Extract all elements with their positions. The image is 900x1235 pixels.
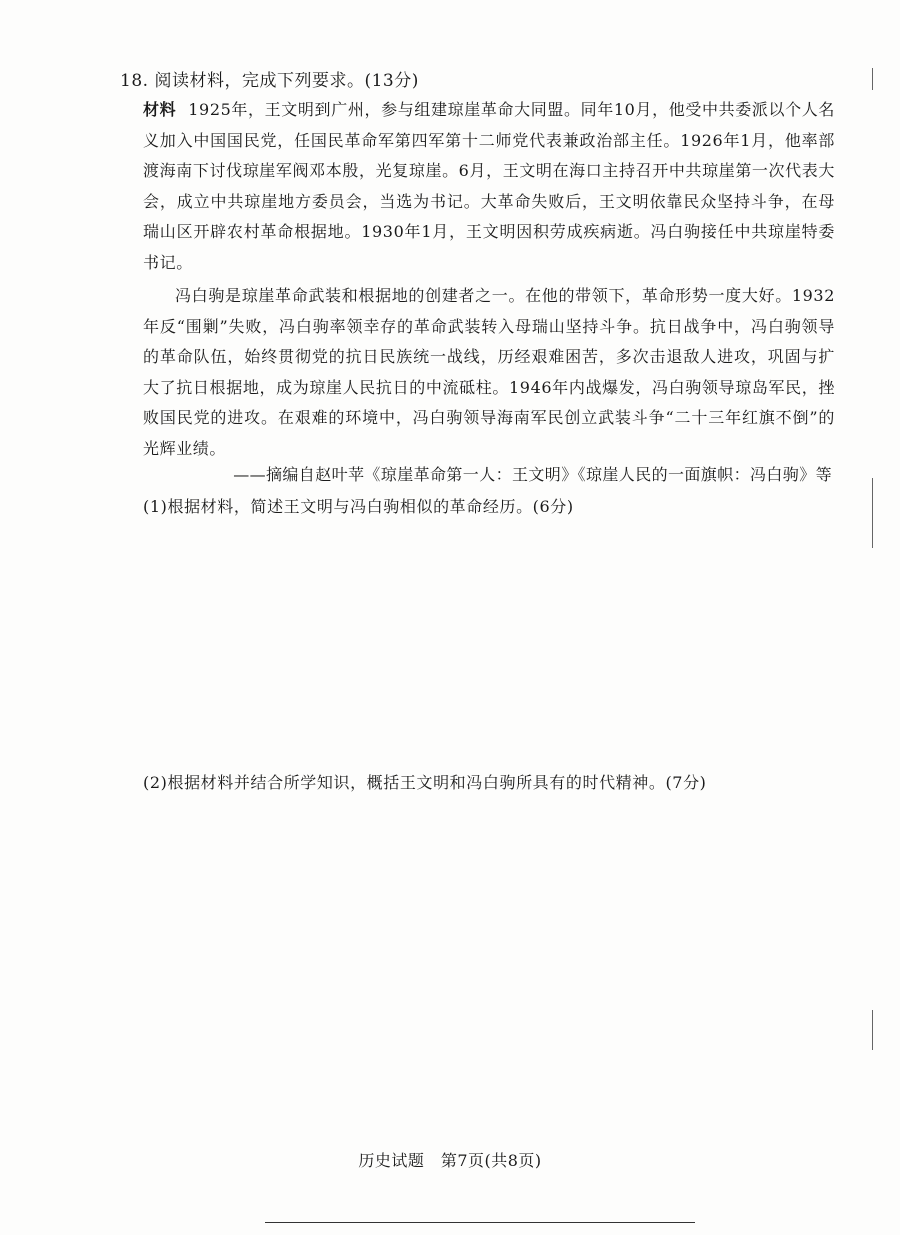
material-source: ——摘编自赵叶苹《琼崖革命第一人：王文明》《琼崖人民的一面旗帜：冯白驹》等 <box>233 465 832 484</box>
material-paragraph-1-text: 1925年，王文明到广州，参与组建琼崖革命大同盟。同年10月，他受中共委派以个人名义加入中国国民党，任国民革命军第四军第十二师党代表兼政治部主任。1926年1月，他率部渡海南下讨伐琼崖军阀邓本殷，光复琼崖。6月，王文明在海口主持召开中共琼崖第一次代表大会，成立中共琼崖地方委员会，当选为书记。大革命失败后，王文明依靠民众坚持斗争，在母瑞山区开辟农村革命根据地。1930年1月，王文明因积劳成疾病逝。冯白驹接任中共琼崖特委书记。 <box>143 100 835 272</box>
material-label: 材料 <box>143 100 177 119</box>
material-paragraph-1 <box>143 95 835 278</box>
sub-question-1: (1)根据材料，简述王文明与冯白驹相似的革命经历。(6分) <box>143 497 574 516</box>
page-footer: 历史试题 第7页(共8页) <box>358 1151 542 1170</box>
question-title: 18. 阅读材料，完成下列要求。(13分) <box>120 71 419 91</box>
edge-mark-top <box>872 68 873 90</box>
edge-mark-bottom <box>872 1010 873 1050</box>
edge-mark-middle <box>872 478 873 548</box>
material-paragraph-2: 冯白驹是琼崖革命武装和根据地的创建者之一。在他的带领下，革命形势一度大好。1932年反“围剿”失败，冯白驹率领幸存的革命武装转入母瑞山坚持斗争。抗日战争中，冯白驹领导的革命队伍，始终贯彻党的抗日民族统一战线，历经艰难困苦，多次击退敌人进攻，巩固与扩大了抗日根据地，成为琼崖人民抗日的中流砥柱。1946年内战爆发，冯白驹领导琼岛军民，挫败国民党的进攻。在艰难的环境中，冯白驹领导海南军民创立武装斗争“二十三年红旗不倒”的光辉业绩。 <box>143 286 835 458</box>
footer-rule <box>265 1222 695 1223</box>
sub-question-2: (2)根据材料并结合所学知识，概括王文明和冯白驹所具有的时代精神。(7分) <box>143 773 707 792</box>
